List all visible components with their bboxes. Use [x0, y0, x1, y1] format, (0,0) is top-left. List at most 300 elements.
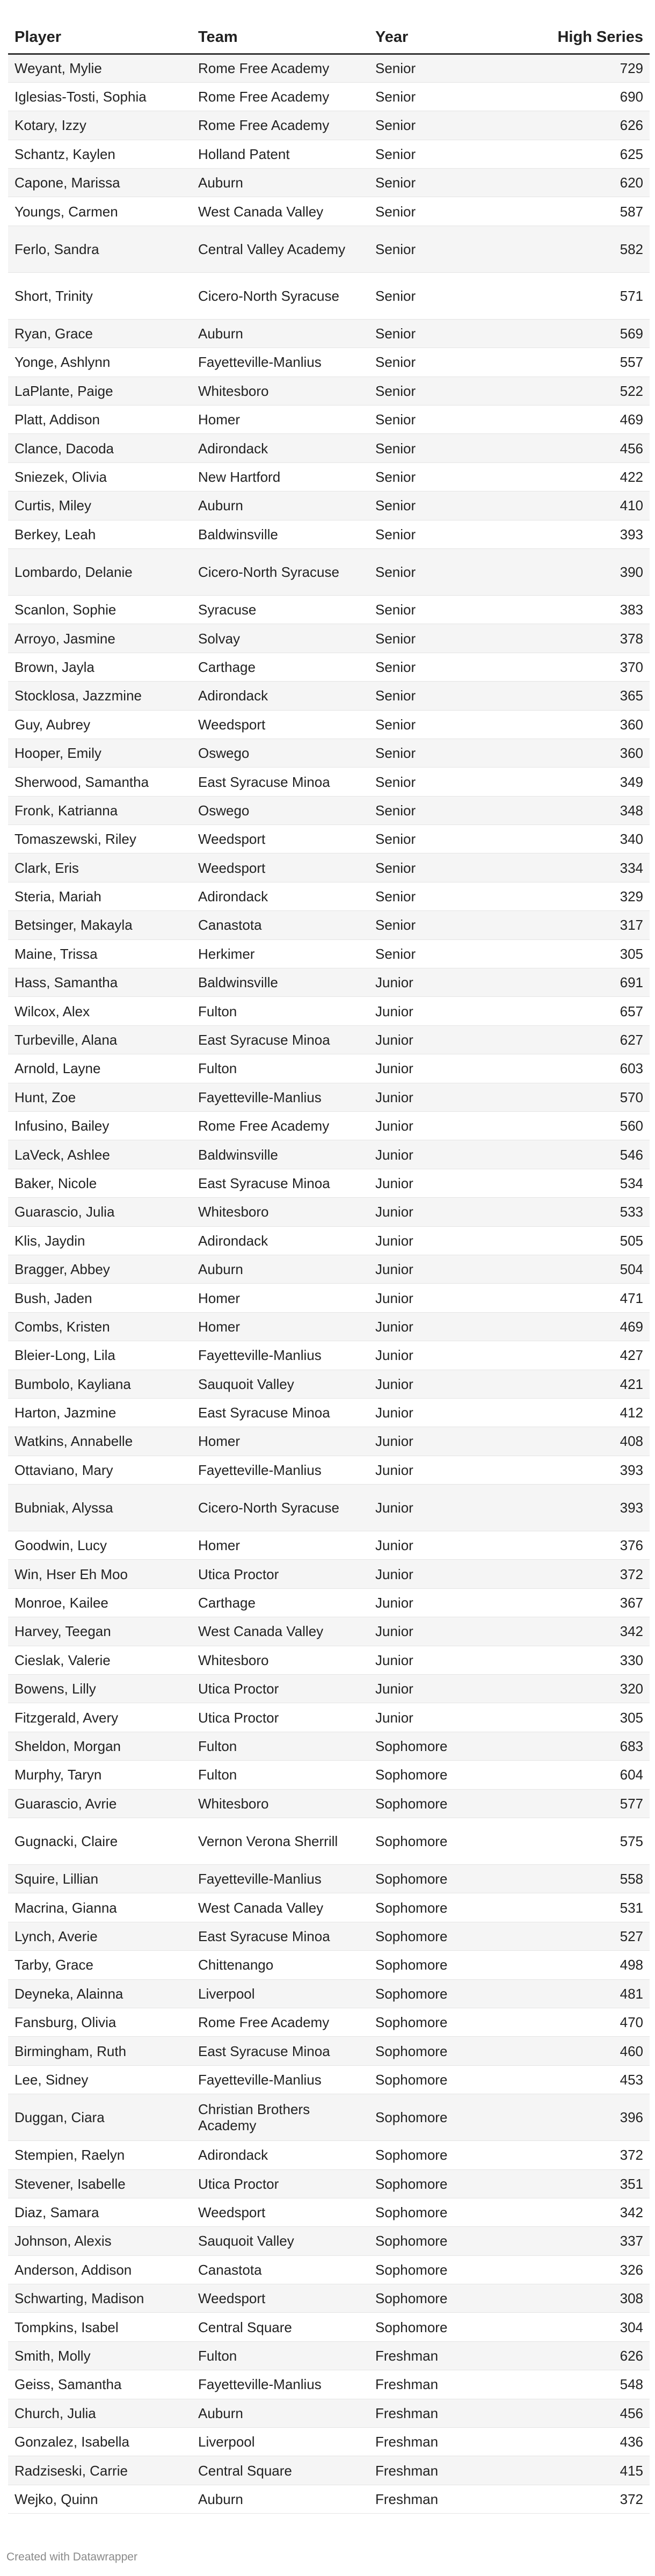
high-series-cell: 340: [514, 825, 650, 853]
year-cell: Senior: [369, 197, 514, 226]
player-cell: Betsinger, Makayla: [8, 911, 192, 939]
high-series-cell: 625: [514, 140, 650, 168]
high-series-cell: 571: [514, 272, 650, 319]
year-cell: Senior: [369, 882, 514, 910]
header-row: [8, 0, 650, 54]
player-cell: Smith, Molly: [8, 2341, 192, 2370]
player-cell: Cieslak, Valerie: [8, 1646, 192, 1674]
year-cell: Sophomore: [369, 1789, 514, 1818]
player-cell: Harvey, Teegan: [8, 1617, 192, 1646]
team-cell: East Syracuse Minoa: [192, 1922, 369, 1950]
table-row: [8, 2065, 650, 2094]
player-cell: Church, Julia: [8, 2399, 192, 2427]
team-cell: Christian Brothers Academy: [192, 2094, 369, 2141]
player-stats-table: [8, 0, 650, 2514]
team-cell: Utica Proctor: [192, 1703, 369, 1732]
year-cell: Senior: [369, 434, 514, 462]
year-cell: Sophomore: [369, 2094, 514, 2141]
team-cell: Homer: [192, 1284, 369, 1312]
high-series-cell: 627: [514, 1025, 650, 1054]
high-series-cell: 577: [514, 1789, 650, 1818]
team-cell: West Canada Valley: [192, 1893, 369, 1922]
high-series-cell: 390: [514, 548, 650, 595]
team-cell: East Syracuse Minoa: [192, 1169, 369, 1197]
team-cell: Weedsport: [192, 710, 369, 739]
team-cell: Fayetteville-Manlius: [192, 2065, 369, 2094]
team-cell: Adirondack: [192, 682, 369, 710]
player-cell: Guarascio, Avrie: [8, 1789, 192, 1818]
high-series-cell: 360: [514, 710, 650, 739]
team-cell: Liverpool: [192, 1979, 369, 2008]
high-series-cell: 620: [514, 169, 650, 197]
table-row: [8, 1226, 650, 1255]
player-cell: Fronk, Katrianna: [8, 796, 192, 824]
table-row: [8, 197, 650, 226]
year-cell: Junior: [369, 1341, 514, 1370]
team-cell: Liverpool: [192, 2428, 369, 2456]
high-series-cell: 342: [514, 2198, 650, 2226]
column-header-team[interactable]: Team: [192, 0, 369, 54]
team-cell: Weedsport: [192, 825, 369, 853]
table-row: [8, 2313, 650, 2341]
year-cell: Senior: [369, 226, 514, 272]
table-row: [8, 377, 650, 405]
table-row: [8, 1255, 650, 1283]
table-row: [8, 1979, 650, 2008]
table-row: [8, 272, 650, 319]
high-series-cell: 531: [514, 1893, 650, 1922]
team-cell: Utica Proctor: [192, 2169, 369, 2198]
high-series-cell: 365: [514, 682, 650, 710]
team-cell: Adirondack: [192, 434, 369, 462]
year-cell: Senior: [369, 169, 514, 197]
table-row: [8, 348, 650, 377]
high-series-cell: 348: [514, 796, 650, 824]
team-cell: West Canada Valley: [192, 197, 369, 226]
table-row: [8, 2227, 650, 2255]
high-series-cell: 560: [514, 1112, 650, 1140]
player-cell: Fitzgerald, Avery: [8, 1703, 192, 1732]
player-cell: Sherwood, Samantha: [8, 768, 192, 796]
table-row: [8, 2169, 650, 2198]
player-cell: Gugnacki, Claire: [8, 1818, 192, 1864]
table-row: [8, 1485, 650, 1531]
team-cell: Carthage: [192, 653, 369, 681]
team-cell: Fayetteville-Manlius: [192, 1456, 369, 1484]
table-row: [8, 2456, 650, 2485]
team-cell: Fayetteville-Manlius: [192, 2370, 369, 2399]
team-cell: Adirondack: [192, 1226, 369, 1255]
player-cell: Iglesias-Tosti, Sophia: [8, 82, 192, 111]
player-cell: Bush, Jaden: [8, 1284, 192, 1312]
table-row: [8, 1341, 650, 1370]
table-row: [8, 882, 650, 910]
datawrapper-credit: Created with Datawrapper: [6, 2551, 137, 2563]
player-cell: Clance, Dacoda: [8, 434, 192, 462]
year-cell: Freshman: [369, 2399, 514, 2427]
table-row: [8, 739, 650, 767]
player-cell: Arnold, Layne: [8, 1054, 192, 1083]
team-cell: Rome Free Academy: [192, 111, 369, 140]
year-cell: Senior: [369, 491, 514, 520]
table-row: [8, 1025, 650, 1054]
team-cell: Chittenango: [192, 1951, 369, 1979]
high-series-cell: 304: [514, 2313, 650, 2341]
player-cell: Stocklosa, Jazzmine: [8, 682, 192, 710]
year-cell: Senior: [369, 111, 514, 140]
team-cell: Fayetteville-Manlius: [192, 1083, 369, 1111]
year-cell: Junior: [369, 1646, 514, 1674]
table-row: [8, 2399, 650, 2427]
high-series-cell: 546: [514, 1140, 650, 1169]
team-cell: Cicero-North Syracuse: [192, 1485, 369, 1531]
player-cell: Sniezek, Olivia: [8, 462, 192, 491]
year-cell: Junior: [369, 1140, 514, 1169]
table-row: [8, 140, 650, 168]
year-cell: Senior: [369, 939, 514, 968]
high-series-cell: 498: [514, 1951, 650, 1979]
high-series-cell: 393: [514, 1485, 650, 1531]
high-series-cell: 533: [514, 1198, 650, 1226]
table-row: [8, 710, 650, 739]
year-cell: Sophomore: [369, 1979, 514, 2008]
team-cell: Adirondack: [192, 2141, 369, 2169]
player-cell: Maine, Trissa: [8, 939, 192, 968]
team-cell: Homer: [192, 406, 369, 434]
table-row: [8, 1588, 650, 1617]
table-row: [8, 169, 650, 197]
year-cell: Junior: [369, 1083, 514, 1111]
year-cell: Junior: [369, 1703, 514, 1732]
player-cell: Macrina, Gianna: [8, 1893, 192, 1922]
player-cell: Schwarting, Madison: [8, 2284, 192, 2313]
team-cell: Weedsport: [192, 853, 369, 882]
player-cell: Tompkins, Isabel: [8, 2313, 192, 2341]
table-row: [8, 1198, 650, 1226]
player-cell: Curtis, Miley: [8, 491, 192, 520]
year-cell: Freshman: [369, 2485, 514, 2513]
high-series-cell: 436: [514, 2428, 650, 2456]
table-row: [8, 1732, 650, 1760]
year-cell: Sophomore: [369, 2169, 514, 2198]
year-cell: Junior: [369, 968, 514, 997]
table-row: [8, 1169, 650, 1197]
year-cell: Senior: [369, 911, 514, 939]
team-cell: Herkimer: [192, 939, 369, 968]
player-cell: Short, Trinity: [8, 272, 192, 319]
high-series-cell: 372: [514, 2485, 650, 2513]
high-series-cell: 626: [514, 2341, 650, 2370]
player-cell: Squire, Lillian: [8, 1864, 192, 1893]
high-series-cell: 469: [514, 406, 650, 434]
high-series-cell: 326: [514, 2255, 650, 2284]
table-row: [8, 319, 650, 348]
team-cell: Syracuse: [192, 595, 369, 624]
player-cell: Arroyo, Jasmine: [8, 624, 192, 653]
table-row: [8, 2008, 650, 2036]
player-cell: Weyant, Mylie: [8, 54, 192, 82]
table-row: [8, 111, 650, 140]
table-row: [8, 911, 650, 939]
high-series-cell: 570: [514, 1083, 650, 1111]
player-cell: Win, Hser Eh Moo: [8, 1560, 192, 1588]
table-row: [8, 406, 650, 434]
table-row: [8, 796, 650, 824]
year-cell: Sophomore: [369, 2284, 514, 2313]
year-cell: Senior: [369, 520, 514, 548]
year-cell: Sophomore: [369, 2141, 514, 2169]
high-series-cell: 317: [514, 911, 650, 939]
player-cell: Stevener, Isabelle: [8, 2169, 192, 2198]
team-cell: Adirondack: [192, 882, 369, 910]
high-series-cell: 481: [514, 1979, 650, 2008]
year-cell: Senior: [369, 462, 514, 491]
player-cell: Bubniak, Alyssa: [8, 1485, 192, 1531]
team-cell: Baldwinsville: [192, 968, 369, 997]
table-row: [8, 1370, 650, 1398]
team-cell: Rome Free Academy: [192, 2008, 369, 2036]
team-cell: Whitesboro: [192, 1198, 369, 1226]
year-cell: Senior: [369, 548, 514, 595]
table-row: [8, 1646, 650, 1674]
table-row: [8, 1054, 650, 1083]
table-row: [8, 1761, 650, 1789]
table-row: [8, 1818, 650, 1864]
player-cell: Capone, Marissa: [8, 169, 192, 197]
team-cell: Auburn: [192, 2485, 369, 2513]
high-series-cell: 729: [514, 54, 650, 82]
table-row: [8, 595, 650, 624]
player-cell: Johnson, Alexis: [8, 2227, 192, 2255]
table-row: [8, 434, 650, 462]
player-cell: Diaz, Samara: [8, 2198, 192, 2226]
table-row: [8, 491, 650, 520]
team-cell: Canastota: [192, 2255, 369, 2284]
year-cell: Freshman: [369, 2341, 514, 2370]
player-cell: Yonge, Ashlynn: [8, 348, 192, 377]
high-series-cell: 372: [514, 1560, 650, 1588]
year-cell: Sophomore: [369, 1761, 514, 1789]
team-cell: Baldwinsville: [192, 520, 369, 548]
high-series-cell: 557: [514, 348, 650, 377]
player-cell: Kotary, Izzy: [8, 111, 192, 140]
player-cell: Lombardo, Delanie: [8, 548, 192, 595]
high-series-cell: 522: [514, 377, 650, 405]
high-series-cell: 372: [514, 2141, 650, 2169]
year-cell: Junior: [369, 1485, 514, 1531]
year-cell: Sophomore: [369, 1864, 514, 1893]
high-series-cell: 569: [514, 319, 650, 348]
year-cell: Senior: [369, 624, 514, 653]
table-row: [8, 1398, 650, 1427]
table-row: [8, 1140, 650, 1169]
column-header-high-series[interactable]: High Series: [514, 0, 650, 54]
year-cell: Junior: [369, 1531, 514, 1560]
high-series-cell: 690: [514, 82, 650, 111]
year-cell: Senior: [369, 54, 514, 82]
year-cell: Senior: [369, 319, 514, 348]
table-row: [8, 2198, 650, 2226]
player-cell: Watkins, Annabelle: [8, 1427, 192, 1456]
team-cell: East Syracuse Minoa: [192, 1398, 369, 1427]
year-cell: Junior: [369, 1427, 514, 1456]
player-cell: Guy, Aubrey: [8, 710, 192, 739]
table-row: [8, 682, 650, 710]
player-cell: Ferlo, Sandra: [8, 226, 192, 272]
player-cell: Combs, Kristen: [8, 1312, 192, 1341]
year-cell: Junior: [369, 1617, 514, 1646]
year-cell: Senior: [369, 272, 514, 319]
year-cell: Senior: [369, 853, 514, 882]
high-series-cell: 505: [514, 1226, 650, 1255]
high-series-cell: 471: [514, 1284, 650, 1312]
high-series-cell: 626: [514, 111, 650, 140]
year-cell: Junior: [369, 997, 514, 1025]
high-series-cell: 330: [514, 1646, 650, 1674]
table-row: [8, 1312, 650, 1341]
high-series-cell: 393: [514, 1456, 650, 1484]
team-cell: Vernon Verona Sherrill: [192, 1818, 369, 1864]
team-cell: East Syracuse Minoa: [192, 2037, 369, 2065]
table-row: [8, 768, 650, 796]
team-cell: Central Square: [192, 2456, 369, 2485]
player-cell: Murphy, Taryn: [8, 1761, 192, 1789]
high-series-cell: 410: [514, 491, 650, 520]
team-cell: Weedsport: [192, 2198, 369, 2226]
table-row: [8, 653, 650, 681]
table-row: [8, 2370, 650, 2399]
team-cell: East Syracuse Minoa: [192, 1025, 369, 1054]
year-cell: Sophomore: [369, 2255, 514, 2284]
column-header-year[interactable]: Year: [369, 0, 514, 54]
table-row: [8, 1560, 650, 1588]
high-series-cell: 351: [514, 2169, 650, 2198]
column-header-player[interactable]: Player: [8, 0, 192, 54]
year-cell: Senior: [369, 377, 514, 405]
year-cell: Freshman: [369, 2456, 514, 2485]
year-cell: Junior: [369, 1226, 514, 1255]
team-cell: Fayetteville-Manlius: [192, 1864, 369, 1893]
high-series-cell: 421: [514, 1370, 650, 1398]
player-cell: Bleier-Long, Lila: [8, 1341, 192, 1370]
year-cell: Senior: [369, 406, 514, 434]
high-series-cell: 305: [514, 1703, 650, 1732]
player-cell: Brown, Jayla: [8, 653, 192, 681]
year-cell: Senior: [369, 739, 514, 767]
year-cell: Junior: [369, 1675, 514, 1703]
table-row: [8, 1456, 650, 1484]
team-cell: Cicero-North Syracuse: [192, 272, 369, 319]
high-series-cell: 305: [514, 939, 650, 968]
high-series-cell: 360: [514, 739, 650, 767]
high-series-cell: 383: [514, 595, 650, 624]
player-cell: Bumbolo, Kayliana: [8, 1370, 192, 1398]
player-cell: Sheldon, Morgan: [8, 1732, 192, 1760]
high-series-cell: 337: [514, 2227, 650, 2255]
team-cell: West Canada Valley: [192, 1617, 369, 1646]
year-cell: Junior: [369, 1112, 514, 1140]
high-series-cell: 504: [514, 1255, 650, 1283]
high-series-cell: 548: [514, 2370, 650, 2399]
table-row: [8, 1083, 650, 1111]
team-cell: Whitesboro: [192, 1789, 369, 1818]
player-cell: Bragger, Abbey: [8, 1255, 192, 1283]
table-row: [8, 1427, 650, 1456]
table-header: [8, 0, 650, 54]
year-cell: Junior: [369, 1370, 514, 1398]
player-cell: LaPlante, Paige: [8, 377, 192, 405]
year-cell: Freshman: [369, 2370, 514, 2399]
year-cell: Sophomore: [369, 2008, 514, 2036]
high-series-cell: 393: [514, 520, 650, 548]
high-series-cell: 683: [514, 1732, 650, 1760]
year-cell: Senior: [369, 595, 514, 624]
team-cell: Fulton: [192, 1732, 369, 1760]
table-row: [8, 1703, 650, 1732]
year-cell: Junior: [369, 1198, 514, 1226]
high-series-cell: 456: [514, 2399, 650, 2427]
player-cell: LaVeck, Ashlee: [8, 1140, 192, 1169]
team-cell: Fulton: [192, 1761, 369, 1789]
player-cell: Stempien, Raelyn: [8, 2141, 192, 2169]
player-cell: Fansburg, Olivia: [8, 2008, 192, 2036]
year-cell: Sophomore: [369, 2227, 514, 2255]
high-series-cell: 470: [514, 2008, 650, 2036]
year-cell: Senior: [369, 796, 514, 824]
year-cell: Junior: [369, 1588, 514, 1617]
table-row: [8, 1951, 650, 1979]
table-row: [8, 1617, 650, 1646]
table-body: [8, 54, 650, 2514]
table-row: [8, 2255, 650, 2284]
year-cell: Junior: [369, 1398, 514, 1427]
table-row: [8, 2284, 650, 2313]
high-series-cell: 422: [514, 462, 650, 491]
year-cell: Sophomore: [369, 2198, 514, 2226]
year-cell: Sophomore: [369, 1818, 514, 1864]
high-series-cell: 342: [514, 1617, 650, 1646]
table-row: [8, 1922, 650, 1950]
year-cell: Sophomore: [369, 1922, 514, 1950]
team-cell: Carthage: [192, 1588, 369, 1617]
table-row: [8, 939, 650, 968]
year-cell: Sophomore: [369, 2065, 514, 2094]
team-cell: East Syracuse Minoa: [192, 768, 369, 796]
year-cell: Freshman: [369, 2428, 514, 2456]
year-cell: Junior: [369, 1054, 514, 1083]
high-series-cell: 460: [514, 2037, 650, 2065]
table-row: [8, 2141, 650, 2169]
team-cell: Fulton: [192, 1054, 369, 1083]
team-cell: Auburn: [192, 169, 369, 197]
high-series-cell: 691: [514, 968, 650, 997]
table-row: [8, 1864, 650, 1893]
player-cell: Duggan, Ciara: [8, 2094, 192, 2141]
year-cell: Sophomore: [369, 2313, 514, 2341]
player-cell: Ottaviano, Mary: [8, 1456, 192, 1484]
team-cell: Fayetteville-Manlius: [192, 1341, 369, 1370]
table-row: [8, 2485, 650, 2513]
high-series-cell: 412: [514, 1398, 650, 1427]
high-series-cell: 396: [514, 2094, 650, 2141]
player-cell: Hooper, Emily: [8, 739, 192, 767]
high-series-cell: 575: [514, 1818, 650, 1864]
team-cell: Fulton: [192, 2341, 369, 2370]
team-cell: Rome Free Academy: [192, 54, 369, 82]
table-row: [8, 54, 650, 82]
table-row: [8, 2037, 650, 2065]
year-cell: Junior: [369, 1284, 514, 1312]
